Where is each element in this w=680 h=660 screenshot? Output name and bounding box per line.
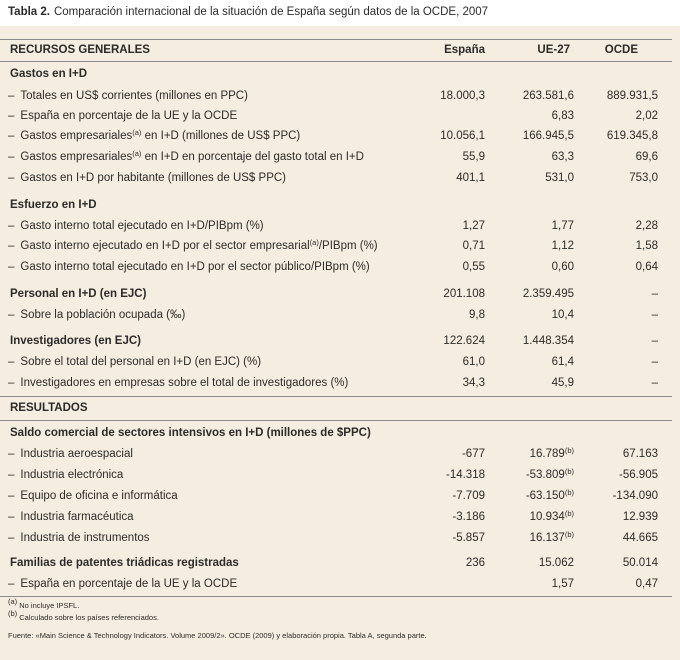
table-row [0,486,672,506]
table-row [0,106,672,126]
value-ocde: – [651,356,658,368]
header-col-ocde: OCDE [604,44,638,56]
header-col-recursos: RECURSOS GENERALES [10,44,150,56]
table-row [0,352,672,372]
row-label: Totales en US$ corrientes (millones en PPC) [20,90,248,102]
value-ocde: 889.931,5 [606,90,658,102]
table-row [0,373,672,393]
row-label-cont: en I+D en porcentaje del gasto total en I+D [141,151,364,163]
value-ocde: -134.090 [612,490,658,502]
footnote-ref: (b) [564,488,574,497]
value-ue27: 63,3 [551,151,574,163]
group-label: Esfuerzo en I+D [10,199,97,211]
table-row [0,126,672,146]
row-label: Gastos empresariales [20,151,133,163]
footnote-text: No incluye IPSFL. [19,601,80,610]
row-label: Gasto interno total ejecutado en I+D/PIBpm (%) [20,220,264,232]
footnote-a [8,597,427,612]
value-ue27: -53.809 [525,469,565,481]
value-ocde: 69,6 [635,151,658,163]
row-label: Industria electrónica [20,469,124,481]
value-espana: 122.624 [443,335,485,347]
footnote-b [8,609,427,624]
group-saldo [0,423,672,443]
value-espana: -677 [461,448,485,460]
group-label: Familias de patentes triádicas registradas [10,557,239,569]
table-row [0,574,672,594]
footnote-ref: (b) [564,530,574,539]
divider [0,596,672,597]
table-row [0,168,672,188]
group-label: Personal en I+D (en EJC) [10,288,147,300]
value-ocde: – [651,377,658,389]
value-espana: 236 [465,557,485,569]
value-ocde: 0,64 [635,261,658,273]
value-ue27: 0,60 [551,261,574,273]
group-esfuerzo [0,195,672,215]
divider [0,420,672,421]
value-espana: 34,3 [462,377,485,389]
value-ocde: 2,02 [635,110,658,122]
table-caption [8,6,488,18]
row-label: España en porcentaje de la UE y la OCDE [20,110,238,122]
footnote-ref: (a) [309,238,319,247]
row-dash: – [8,110,15,122]
value-ocde: 753,0 [629,172,658,184]
value-ue27: 166.945,5 [522,130,574,142]
divider [0,396,672,397]
row-label: Industria farmacéutica [20,511,134,523]
section-resultados [0,398,672,418]
value-ocde: 50.014 [622,557,658,569]
row-label: Investigadores en empresas sobre el total de investigadores (%) [20,377,349,389]
value-espana: -7.709 [452,490,485,502]
row-dash: – [8,490,15,502]
row-dash: – [8,511,15,523]
table-row [0,86,672,106]
value-ue27: 10,4 [551,309,574,321]
row-label-cont: en I+D (millones de US$ PPC) [141,130,301,142]
table-row [0,257,672,277]
header-col-ue27: UE-27 [537,44,570,56]
group-personal [0,284,672,304]
group-investigadores [0,331,672,351]
group-label: Investigadores (en EJC) [10,335,142,347]
value-ue27: 1,77 [551,220,574,232]
footnote-ref: (a) [132,128,142,137]
row-dash: – [8,532,15,544]
table-title: Comparación internacional de la situación de España según datos de la OCDE, 2007 [53,6,489,18]
value-ocde: 12.939 [622,511,658,523]
value-ue27: 263.581,6 [522,90,574,102]
section-label: RESULTADOS [10,402,88,414]
table-row [0,147,672,167]
value-espana: -3.186 [452,511,485,523]
table-number: Tabla 2. [8,6,50,18]
row-label: Equipo de oficina e informática [20,490,178,502]
value-ocde: 2,28 [635,220,658,232]
value-ocde: 67.163 [622,448,658,460]
table-header [0,40,672,60]
row-label: Gasto interno total ejecutado en I+D por el sector público/PIBpm (%) [20,261,370,273]
value-ue27: 16.789 [529,448,565,460]
row-label: Sobre la población ocupada (‰) [20,309,186,321]
footnote-ref: (b) [564,446,574,455]
value-espana: 55,9 [462,151,485,163]
row-dash: – [8,469,15,481]
row-dash: – [8,172,15,184]
value-ocde: – [651,288,658,300]
value-ocde: – [651,335,658,347]
header-col-espana: España [444,44,485,56]
row-dash: – [8,240,15,252]
table-row [0,236,672,256]
table-row [0,528,672,548]
row-dash: – [8,448,15,460]
value-ue27: 1,57 [551,578,574,590]
table-panel [0,26,680,660]
value-espana: 9,8 [469,309,485,321]
footnote-text: Calculado sobre los países referenciados. [19,613,159,622]
row-label: España en porcentaje de la UE y la OCDE [20,578,238,590]
value-ocde: – [651,309,658,321]
row-label: Gastos empresariales [20,130,133,142]
value-espana: 1,27 [462,220,485,232]
value-ocde: 1,58 [635,240,658,252]
value-ue27: 61,4 [551,356,574,368]
row-dash: – [8,261,15,273]
value-espana: -14.318 [445,469,485,481]
row-dash: – [8,151,15,163]
group-gastos [0,64,672,84]
row-dash: – [8,309,15,321]
value-ue27: -63.150 [525,490,565,502]
row-dash: – [8,578,15,590]
footnote-ref: (a) [132,149,142,158]
table-row [0,216,672,236]
value-ue27: 45,9 [551,377,574,389]
value-ue27: 6,83 [551,110,574,122]
value-espana: 401,1 [456,172,485,184]
row-label: Industria aeroespacial [20,448,133,460]
value-ue27: 1.448.354 [522,335,574,347]
footnote-ref: (b) [564,509,574,518]
value-espana: 0,55 [462,261,485,273]
value-espana: -5.857 [452,532,485,544]
row-label: Sobre el total del personal en I+D (en EJC) (%) [20,356,262,368]
value-ue27: 15.062 [538,557,574,569]
value-espana: 0,71 [462,240,485,252]
value-ocde: 619.345,8 [606,130,658,142]
value-ocde: 0,47 [635,578,658,590]
table-row [0,507,672,527]
footnote-mark: (b) [8,609,18,618]
divider [0,61,672,62]
row-dash: – [8,356,15,368]
row-dash: – [8,377,15,389]
row-label: Industria de instrumentos [20,532,150,544]
table-row [0,465,672,485]
row-dash: – [8,220,15,232]
row-label-cont: /PIBpm (%) [318,240,378,252]
value-espana: 18.000,3 [440,90,485,102]
row-label: Gasto interno ejecutado en I+D por el sector empresarial [20,240,310,252]
value-ocde: 44.665 [622,532,658,544]
table-row [0,444,672,464]
value-ue27: 2.359.495 [522,288,574,300]
value-espana: 61,0 [462,356,485,368]
value-espana: 201.108 [443,288,485,300]
footnote-mark: (a) [8,597,18,606]
value-ue27: 531,0 [545,172,574,184]
value-ue27: 16.137 [529,532,565,544]
table-row [0,305,672,325]
value-ocde: -56.905 [618,469,658,481]
group-label: Gastos en I+D [10,68,88,80]
group-familias [0,553,672,573]
group-label: Saldo comercial de sectores intensivos en I+D (millones de $PPC) [10,427,371,439]
row-label: Gastos en I+D por habitante (millones de US$ PPC) [20,172,286,184]
source-note: Fuente: «Main Science & Technology Indicators. Volume 2009/2». OCDE (2009) y elaboración propia. Tabla A, segunda parte. [8,631,427,640]
value-espana: 10.056,1 [440,130,485,142]
value-ue27: 1,12 [551,240,574,252]
row-dash: – [8,90,15,102]
value-ue27: 10.934 [529,511,565,523]
footnote-ref: (b) [564,467,574,476]
row-dash: – [8,130,15,142]
footnotes [8,597,427,642]
